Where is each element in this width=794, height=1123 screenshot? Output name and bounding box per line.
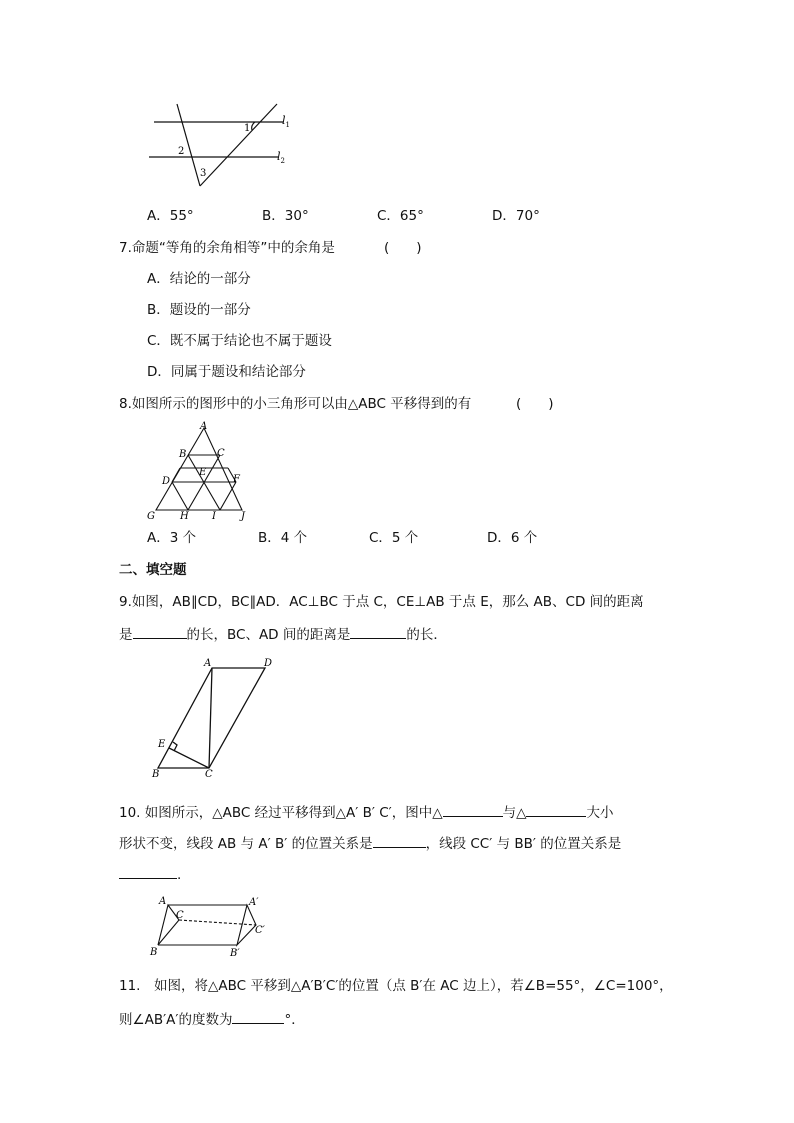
q9-text-a: 是 bbox=[119, 627, 133, 643]
q10-label-c1: C′ bbox=[255, 925, 265, 936]
q6-option-d: D．70° bbox=[492, 208, 540, 224]
q10-text-e: ，线段 CC′ 与 BB′ 的位置关系是 bbox=[425, 836, 622, 852]
q11-text-b: °． bbox=[284, 1012, 305, 1028]
q9-diagonal-ac bbox=[209, 668, 212, 768]
q7-option-c: C．既不属于结论也不属于题设 bbox=[147, 333, 332, 349]
q11-line2 bbox=[119, 1009, 305, 1029]
q8-label-d: D bbox=[162, 476, 171, 487]
q8-figure bbox=[140, 418, 260, 523]
q8-stem: 8.如图所示的图形中的小三角形可以由△ABC 平移得到的有 bbox=[119, 396, 472, 412]
q7-option-d: D．同属于题设和结论部分 bbox=[147, 364, 306, 380]
q9-blank-1[interactable] bbox=[133, 624, 187, 639]
q9-blank-2[interactable] bbox=[350, 624, 406, 639]
section-heading: 二、填空题 bbox=[119, 562, 187, 578]
q10-line3 bbox=[119, 864, 181, 884]
q10-blank-4[interactable] bbox=[119, 864, 177, 879]
q10-figure bbox=[146, 893, 276, 961]
q11-line1: 11. 如图，将△ABC 平移到△A′B′C′的位置（点 B′在 AC 边上），若∠B=55°，∠C=100°， bbox=[119, 978, 673, 994]
q9-label-a: A bbox=[204, 658, 212, 669]
q11-blank-1[interactable] bbox=[232, 1009, 284, 1024]
q8-label-c: C bbox=[217, 448, 225, 459]
q9-segment-ce bbox=[169, 748, 209, 768]
q10-text-a: 10. 如图所示，△ABC 经过平移得到△A′ B′ C′，图中△ bbox=[119, 805, 443, 821]
q10-label-a1: A′ bbox=[249, 897, 259, 908]
q8-answer-paren: ( ) bbox=[516, 396, 554, 412]
label-angle2: 2 bbox=[178, 146, 185, 157]
q8-option-d: D．6 个 bbox=[487, 530, 538, 546]
q10-text-d: 形状不变，线段 AB 与 A′ B′ 的位置关系是 bbox=[119, 836, 373, 852]
q10-label-a: A bbox=[159, 896, 167, 907]
q10-blank-2[interactable] bbox=[526, 802, 586, 817]
q8-option-a: A．3 个 bbox=[147, 530, 197, 546]
q10-text-c: 大小 bbox=[586, 805, 614, 821]
q8-label-g: G bbox=[147, 511, 155, 522]
q10-segment-cc1 bbox=[179, 920, 256, 925]
transversal-left bbox=[177, 104, 200, 186]
q7-option-b: B．题设的一部分 bbox=[147, 302, 251, 318]
q8-option-c: C．5 个 bbox=[369, 530, 419, 546]
q10-blank-3[interactable] bbox=[373, 833, 426, 848]
q6-option-c: C．65° bbox=[377, 208, 424, 224]
q9-line1: 9.如图，AB∥CD，BC∥AD．AC⊥BC 于点 C，CE⊥AB 于点 E，那么 AB、CD 间的距离 bbox=[119, 594, 644, 610]
q9-label-c: C bbox=[205, 769, 213, 780]
q8-label-b: B bbox=[179, 449, 187, 460]
q7-stem: 7.命题“等角的余角相等”中的余角是 bbox=[119, 240, 335, 256]
q9-label-e: E bbox=[158, 739, 166, 750]
q10-text-b: 与△ bbox=[502, 805, 527, 821]
q10-line1 bbox=[119, 802, 613, 822]
q10-label-b: B bbox=[150, 947, 158, 958]
q8-label-f: F bbox=[233, 474, 240, 485]
q9-line2 bbox=[119, 624, 447, 644]
q9-text-c: 的长． bbox=[406, 627, 447, 643]
q10-line2 bbox=[119, 833, 621, 853]
label-l1: $l_1$ bbox=[282, 114, 290, 129]
q9-figure bbox=[148, 655, 283, 780]
q10-label-b1: B′ bbox=[230, 948, 240, 959]
q6-figure bbox=[140, 100, 300, 195]
q9-text-b: 的长，BC、AD 间的距离是 bbox=[186, 627, 351, 643]
q9-label-b: B bbox=[152, 769, 160, 780]
label-l2: $l_2$ bbox=[277, 150, 285, 165]
q10-blank-1[interactable] bbox=[443, 802, 503, 817]
q6-option-a: A．55° bbox=[147, 208, 194, 224]
q10-triangle-a1b1c1 bbox=[237, 905, 256, 945]
q7-option-a: A．结论的一部分 bbox=[147, 271, 251, 287]
label-angle3: 3 bbox=[200, 168, 207, 179]
transversal-right bbox=[200, 104, 277, 186]
q9-label-d: D bbox=[264, 658, 273, 669]
label-angle1: 1 bbox=[244, 123, 251, 134]
q8-label-j: J bbox=[241, 511, 246, 522]
q7-answer-paren: ( ) bbox=[384, 240, 422, 256]
q8-label-e: E bbox=[199, 467, 207, 478]
q8-label-i: I bbox=[212, 511, 216, 522]
q6-option-b: B．30° bbox=[262, 208, 309, 224]
q8-option-b: B．4 个 bbox=[258, 530, 308, 546]
q10-label-c: C bbox=[176, 910, 184, 921]
q11-text-a: 则∠AB′A′的度数为 bbox=[119, 1012, 233, 1028]
q8-label-a: A bbox=[200, 421, 208, 432]
q8-label-h: H bbox=[180, 511, 189, 522]
q10-text-f: . bbox=[177, 867, 182, 883]
